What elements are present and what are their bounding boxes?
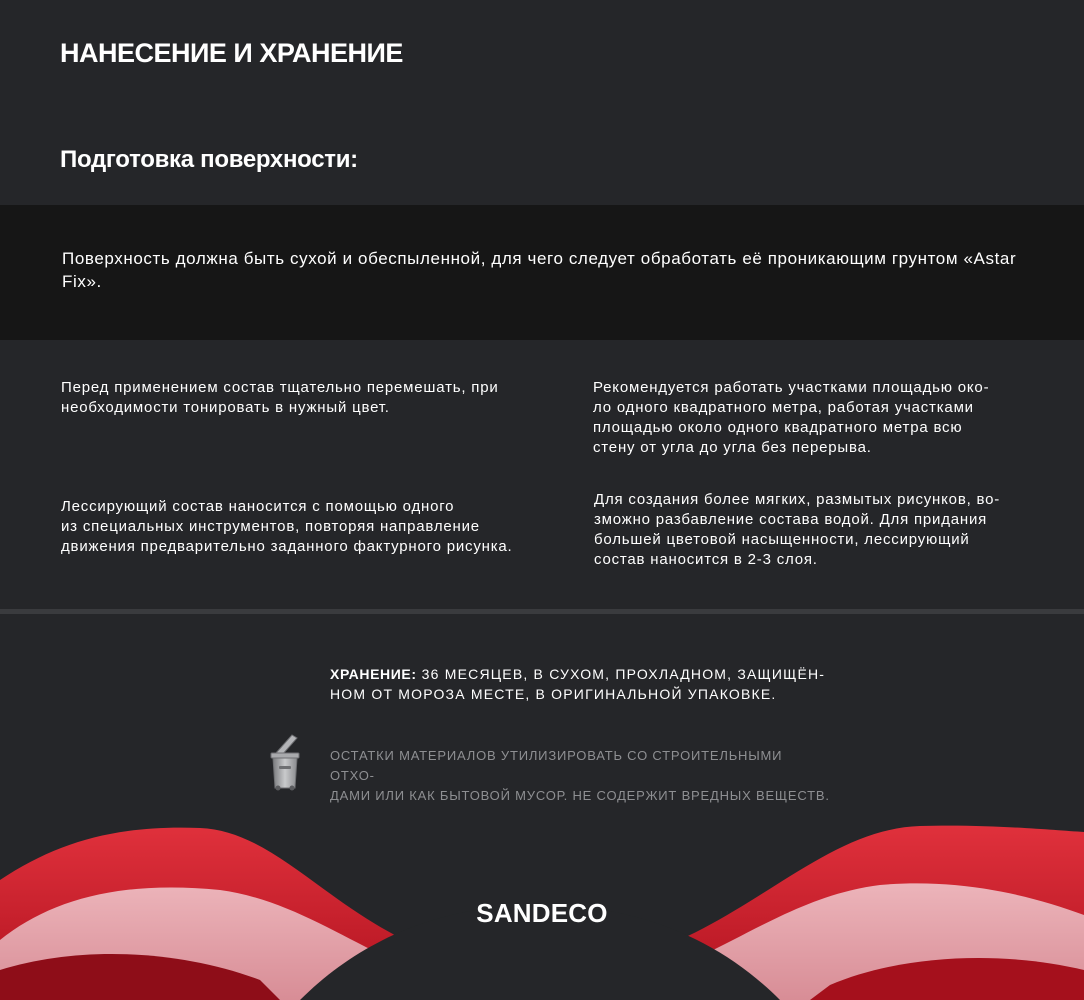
step-line: зможно разбавление состава водой. Для придания — [594, 511, 988, 528]
storage-line: 36 МЕСЯЦЕВ, В СУХОМ, ПРОХЛАДНОМ, ЗАЩИЩЁН- — [416, 666, 826, 682]
brand-name: SANDECO — [476, 898, 608, 928]
step-line: Лессирующий состав наносится с помощью одного — [61, 498, 455, 515]
step-line: Перед применением состав тщательно перемешать, при — [61, 379, 499, 396]
step-line: ло одного квадратного метра, работая участками — [593, 399, 974, 416]
step-line: движения предварительно заданного фактурного рисунка. — [61, 538, 513, 555]
storage-info — [330, 664, 830, 704]
intro-text: Поверхность должна быть сухой и обеспыленной, для чего следует обработать её проникающим грунтом «Astar Fix». — [62, 249, 1017, 291]
step-paragraph-application — [61, 497, 561, 557]
disposal-line: ДАМИ ИЛИ КАК БЫТОВОЙ МУСОР. НЕ СОДЕРЖИТ ВРЕДНЫХ ВЕЩЕСТВ. — [330, 788, 830, 803]
step-paragraph-dilution — [594, 490, 1054, 570]
step-paragraph-mixing — [61, 378, 551, 418]
disposal-info — [330, 746, 830, 806]
trash-bin-icon — [268, 733, 302, 791]
page-title: НАНЕСЕНИЕ И ХРАНЕНИЕ — [60, 38, 403, 68]
step-line: необходимости тонировать в нужный цвет. — [61, 399, 390, 416]
step-line: состав наносится в 2-3 слоя. — [594, 551, 818, 568]
storage-label: ХРАНЕНИЕ: — [330, 666, 417, 682]
disposal-line: ОСТАТКИ МАТЕРИАЛОВ УТИЛИЗИРОВАТЬ СО СТРОИТЕЛЬНЫМИ ОТХО- — [330, 748, 783, 783]
step-line: Рекомендуется работать участками площадью око- — [593, 379, 990, 396]
intro-band — [0, 205, 1084, 340]
section-title: Подготовка поверхности: — [60, 146, 358, 173]
step-line: из специальных инструментов, повторяя направление — [61, 518, 480, 535]
step-line: большей цветовой насыщенности, лессирующий — [594, 531, 970, 548]
step-line: Для создания более мягких, размытых рисунков, во- — [594, 491, 1001, 508]
section-divider — [0, 609, 1084, 614]
step-line: стену от угла до угла без перерыва. — [593, 439, 872, 456]
storage-line: НОМ ОТ МОРОЗА МЕСТЕ, В ОРИГИНАЛЬНОЙ УПАКОВКЕ. — [330, 686, 777, 702]
step-line: площадью около одного квадратного метра всю — [593, 419, 963, 436]
step-paragraph-areas — [593, 378, 1053, 458]
